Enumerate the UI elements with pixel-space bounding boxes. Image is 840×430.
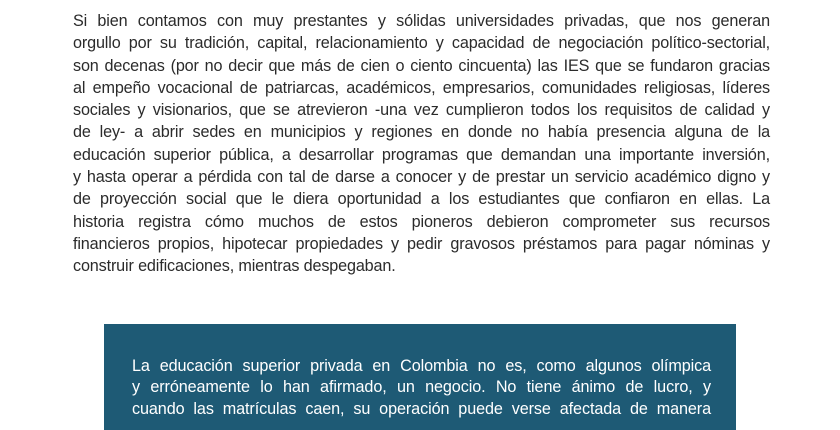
pull-quote-box [104,324,736,430]
body-line: y hasta operar a pérdida con tal de darse a conocer y de prestar un servicio académico digno y [73,168,770,187]
body-line: son decenas (por no decir que más de cien o ciento cincuenta) las IES que se fundaron gracias [73,56,770,75]
body-line: de ley- a abrir sedes en municipios y regiones en donde no había presencia alguna de la [73,123,770,142]
body-line: Si bien contamos con muy prestantes y sólidas universidades privadas, que nos generan [73,12,770,30]
body-line: de proyección social que le diera oportunidad a los estudiantes que confiaron en ellas. La [73,190,770,209]
body-line: al empeño vocacional de patriarcas, académicos, empresarios, comunidades religiosas, líderes [73,78,770,97]
body-line: construir edificaciones, mientras despegaban. [73,257,396,276]
pull-quote-line: La educación superior privada en Colombia no es, como algunos olímpica [132,357,711,375]
body-line: orgullo por su tradición, capital, relacionamiento y capacidad de negociación político-sectorial, [73,34,770,53]
body-line: sociales y visionarios, que se atrevieron -una vez cumplieron todos los requisitos de calidad y [73,101,770,120]
pull-quote-line: y erróneamente lo han afirmado, un negocio. No tiene ánimo de lucro, y [132,378,711,397]
pull-quote-text [132,356,711,420]
body-paragraph [73,10,770,278]
body-line: historia registra cómo muchos de estos pioneros debieron comprometer sus recursos [73,212,770,231]
pull-quote-line: cuando las matrículas caen, su operación puede verse afectada de manera [132,399,711,418]
body-line: financieros propios, hipotecar propiedades y pedir gravosos préstamos para pagar nóminas y [73,234,770,253]
body-line: educación superior pública, a desarrollar programas que demandan una importante inversión, [73,145,770,164]
